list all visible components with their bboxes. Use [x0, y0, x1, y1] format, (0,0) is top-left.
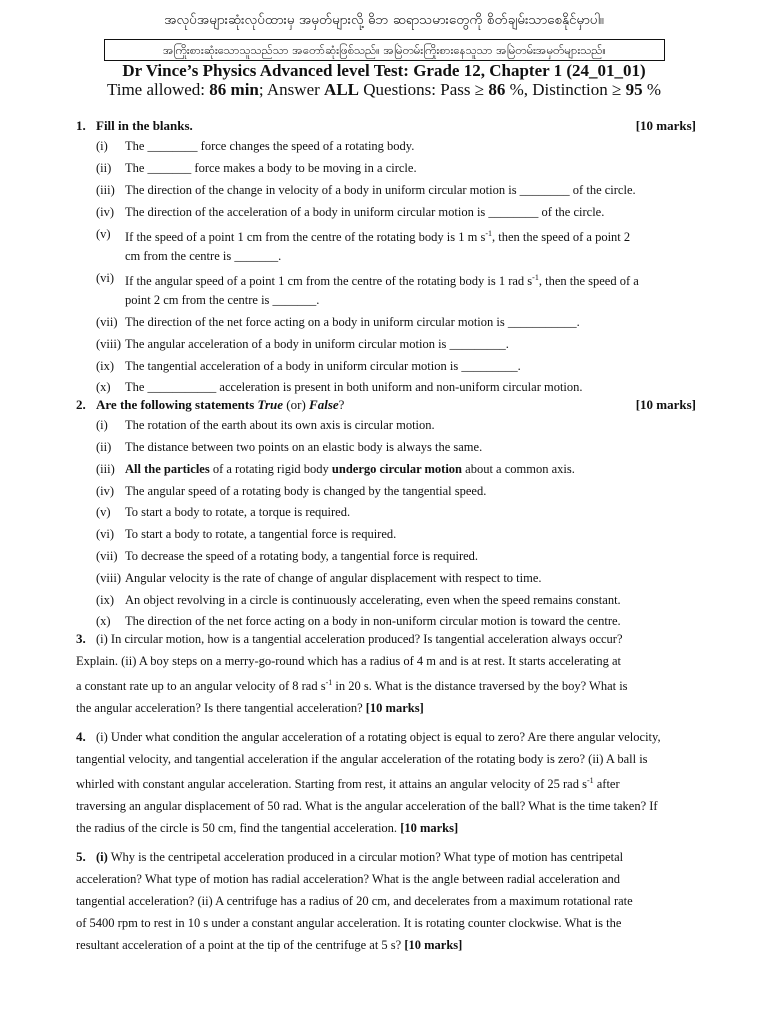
q2-marks: [10 marks]: [635, 397, 696, 412]
q2-number: 2.: [76, 397, 86, 412]
q1-marks: [10 marks]: [635, 118, 696, 133]
q3-number: 3.: [76, 631, 86, 646]
q3-text: (i) In circular motion, how is a tangential acceleration produced? Is tangential acceleration always occur? Explain. (ii) A boy steps on a merry-go-round which has a radius of 4 m and is at rest. It starts accelerating at a constant rate up to an angular velocity of 8 rad $s^{-1}$ in 20 s. What is the distance traversed by the boy? What is the angular acceleration? Is there tangential acceleration? [10 marks]: [76, 632, 628, 716]
q5-text: (i) Why is the centripetal acceleration produced in a circular motion? What type of motion has centripetal acceleration? What type of motion has radial acceleration? What is the angle between radial acceleration and tangential acceleration? (ii) A centrifuge has a radius of 20 cm, and decelerates from a maximum rotational rate of 5400 rpm to rest in 10 s under a constant angular acceleration. It is rotating counter clockwise. What is the resultant acceleration of a point at the tip of the centrifuge at 5 s? [10 marks]: [76, 850, 633, 952]
test-rules: Time allowed: 86 min; Answer ALL Questions: Pass ≥ 86 %, Distinction ≥ 95 %: [106, 80, 662, 99]
q5-number: 5.: [76, 849, 86, 864]
motivation-box-myanmar: အကြိုးစားဆုံးသောသူသည်သာ အတော်ဆုံးဖြစ်သည်။ အမြဲတမ်းကြိုးစားနေသူသာ အမြဲတမ်းအမှတ်များသည်။: [104, 39, 665, 61]
q4-number: 4.: [76, 729, 86, 744]
q1-number: 1.: [76, 118, 86, 133]
q1-title: Fill in the blanks.: [96, 118, 193, 133]
test-title: Dr Vince’s Physics Advanced level Test: Grade 12, Chapter 1 (24_01_01): [122, 61, 646, 80]
test-page: အလုပ်အများဆုံးလုပ်ထားမှ အမှတ်များလို့ ဓိဘ ဆရာသမားတွေကို စိတ်ချမ်းသာစေနိုင်မှာပါ။ အကြိုးစားဆုံးသောသူသည်သာ အတော်ဆုံးဖြစ်သည်။ အမြဲတမ်းကြိုးစားနေသူသာ အမြဲတမ်းအမှတ်များသည်။ Dr Vince’s Physics Advanced level Test: Grade 12, Chapter 1 (24_01_01) Time allowed: 86 min; Answer ALL Questions: Pass ≥ 86 %, Distinction ≥ 95 % 1. Fill in the blanks. [10 marks] (i) The ________ force changes the speed of a rotating body. (ii) The _______ force makes a body to be moving in a circle. (iii) The direction of the change in velocity of a body in uniform circular motion is ________ of the circle. (iv) The direction of the acceleration of a body in uniform circular motion is ________ of the circle. (v) If the speed of a point 1 cm from the centre of the rotating body is 1 m $s^{-1}$, then the speed of a point 2 cm from the centre is _______. (vi) If the angular speed of a point 1 cm from the centre of the rotating body is 1 rad $s^{-1}$, then the speed of a point 2 cm from the centre is _______. (vii) The direction of the net force acting on a body in uniform circular motion is ___________. (viii) The angular acceleration of a body in uniform circular motion is _________. (ix) The tangential acceleration of a body in uniform circular motion is _________. (x) The ___________ acceleration is present in both uniform and non-uniform circular motion. 2. Are the following statements True (or) False? [10 marks] (i) The rotation of the earth about its own axis is circular motion. (ii) The distance between two points on an elastic body is always the same. (iii) All the particles of a rotating rigid body undergo circular motion about a common axis. (iv) The angular speed of a rotating body is changed by the tangential speed. (v) To start a body to rotate, a torque is required. (vi) To start a body to rotate, a tangential force is required. (vii) To decrease the speed of a rotating body, a tangential force is required. (viii) Angular velocity is the rate of change of angular displacement with respect to time. (ix) An object revolving in a circle is continuously accelerating, even when the speed remains constant. (x) The direction of the net force acting on a body in non-uniform circular motion is toward the centre. 3. (i) In circular motion, how is a tangential acceleration produced? Is tangential acceleration always occur? Explain. (ii) A boy steps on a merry-go-round which has a radius of 4 m and is at rest. It starts accelerating at a constant rate up to an angular velocity of 8 rad $s^{-1}$ in 20 s. What is the distance traversed by the boy? What is the angular acceleration? Is there tangential acceleration? [10 marks] 4. (i) Under what condition the angular acceleration of a rotating object is equal to zero? Are there angular velocity, tangential velocity, and tangential acceleration if the angular acceleration of the rotating body is zero? (ii) A ball is whirled with constant angular acceleration. Starting from rest, it attains an angular velocity of 25 rad $s^{-1}$ after traversing an angular displacement of 50 rad. What is the angular acceleration of the ball? What is the time taken? If the radius of the circle is 50 cm, find the tangential acceleration. [10 marks] 5. (i) Why is the centripetal acceleration produced in a circular motion? What type of motion has centripetal acceleration? What type of motion has radial acceleration? What is the angle between radial acceleration and tangential acceleration? (ii) A centrifuge has a radius of 20 cm, and decelerates from a maximum rotational rate of 5400 rpm to rest in 10 s under a constant angular acceleration. It is rotating counter clockwise. What is the resultant acceleration of a point at the tip of the centrifuge at 5 s? [10 marks]: [0, 0, 768, 1024]
q2-title: Are the following statements True (or) False?: [96, 397, 345, 412]
q4-text: (i) Under what condition the angular acceleration of a rotating object is equal to zero? Are there angular velocity, tangential velocity, and tangential acceleration if the angular acceleration of the rotating body is zero? (ii) A ball is whirled with constant angular acceleration. Starting from rest, it attains an angular velocity of 25 rad $s^{-1}$ after traversing an angular displacement of 50 rad. What is the angular acceleration of the ball? What is the time taken? If the radius of the circle is 50 cm, find the tangential acceleration. [10 marks]: [76, 730, 661, 836]
motivation-line-myanmar: အလုပ်အများဆုံးလုပ်ထားမှ အမှတ်များလို့ ဓိဘ ဆရာသမားတွေကို စိတ်ချမ်းသာစေနိုင်မှာပါ။: [164, 12, 604, 28]
